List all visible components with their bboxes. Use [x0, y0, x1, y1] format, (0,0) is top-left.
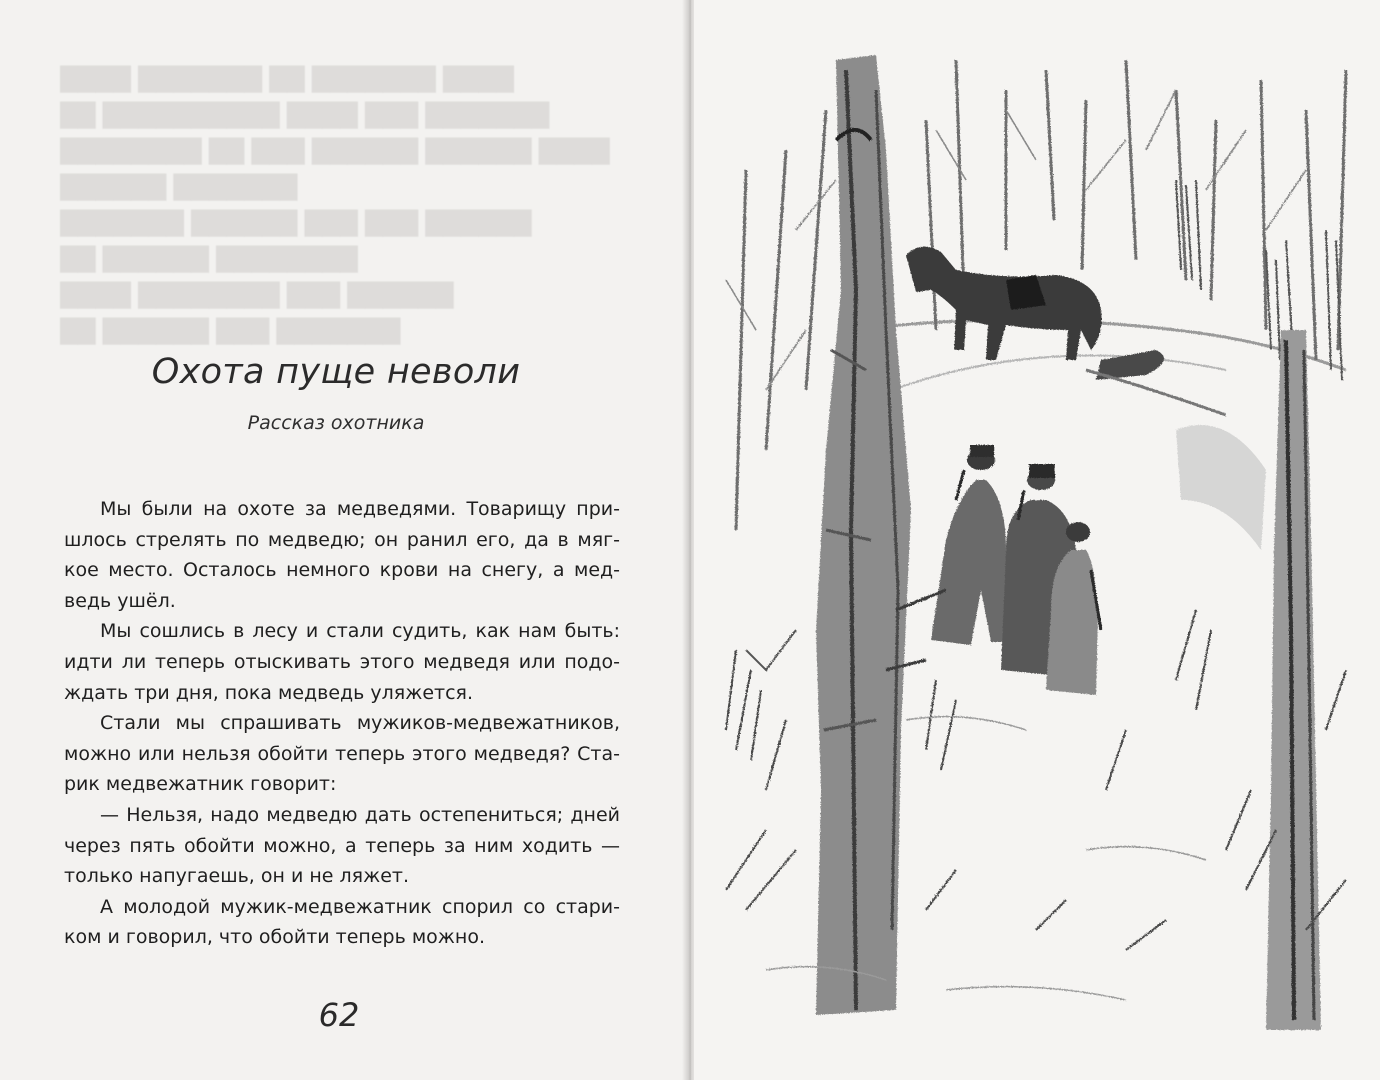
- text-line: только напугаешь, он и не ляжет.: [64, 865, 409, 888]
- show-through-texture: ████ ███████ ██ ███████ ████ ██ ██████████ ████ ███ ███████ ████████ ██ ███ ██████ ██████ ████ ██████ ███████ ███████ ██████ ███ ███ ██████ ██ ██████ ████████ ████ ████████ ███ ██████ ██ ██████ ███ ███████: [60, 67, 610, 345]
- chapter-body-text: [64, 494, 620, 953]
- text-line: — Нельзя, надо медведю дать остепениться; дней: [100, 803, 620, 826]
- text-line: через пять обойти можно, а теперь за ним ходить —: [64, 834, 620, 857]
- text-line: ждать три дня, пока медведь уляжется.: [64, 681, 474, 704]
- text-line: кое место. Осталось немного крови на снегу, а мед-: [64, 559, 620, 582]
- foreground-tree-right: [1266, 330, 1321, 1030]
- text-line: ком и говорил, что обойти теперь можно.: [64, 926, 485, 949]
- text-line: Стали мы спрашивать мужиков-медвежатников,: [100, 712, 620, 735]
- foreground-tree-left: [816, 55, 911, 1015]
- text-line: можно или нельзя обойти теперь этого медведя? Ста-: [64, 742, 620, 765]
- right-page: [694, 0, 1380, 1080]
- text-line: рик медвежатник говорит:: [64, 773, 337, 796]
- text-line: ведь ушёл.: [64, 589, 176, 612]
- text-line: идти ли теперь отыскивать этого медведя или подо-: [64, 650, 620, 673]
- text-line: Мы сошлись в лесу и стали судить, как нам быть:: [100, 620, 620, 643]
- chapter-title: Охота пуще неволи: [151, 352, 521, 392]
- text-line: А молодой мужик-медвежатник спорил со стари-: [100, 895, 620, 918]
- hunters-group: [931, 445, 1101, 695]
- text-line: шлось стрелять по медведю; он ранил его, да в мяг-: [64, 528, 620, 551]
- winter-forest-hunters-illustration: [706, 30, 1366, 1040]
- chapter-subtitle: Рассказ охотника: [247, 412, 425, 434]
- text-line: Мы были на охоте за медведями. Товарищу при-: [100, 498, 620, 520]
- page-number: 62: [318, 996, 360, 1034]
